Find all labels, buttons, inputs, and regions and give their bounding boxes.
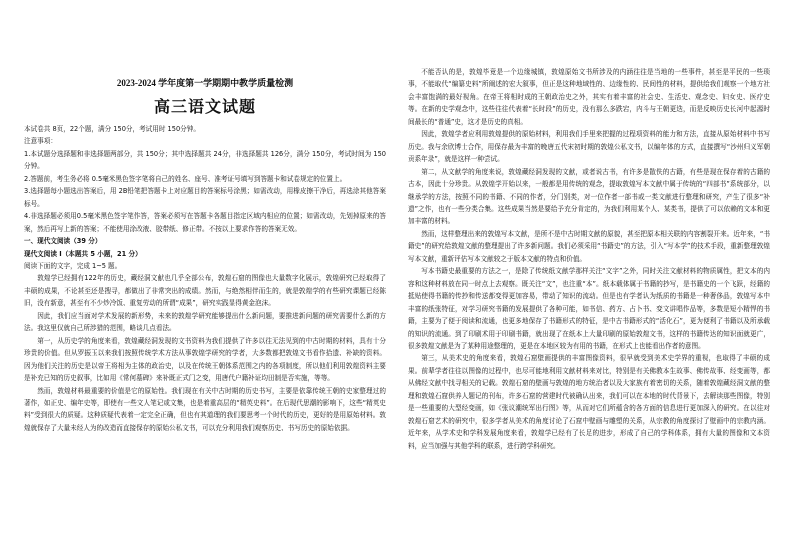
reading-paragraph: 第二，从文献学的角度来说，敦煌藏经洞发现的文献，或者说古书，有许多是散佚的古籍，有些是现在保存着的古籍的古本，因此十分珍贵。从敦煌学开始以来，一般都是用传统的观念，提取敦煌写本文献中属于传统的“四部书”系统部分，以继承学的方法，按照不同的书籍、不同的作者，分门别类，对一位作者一部书或一类文献进行整理和研究，产生了很多“补遗”之作，也有一些分类合集。这些成果当然是要给予充分肯定的，为我们利用某个人、某类书，提供了可以依赖的文本和更加丰富的材料。 — [408, 167, 770, 226]
reading-paragraph: 然而，敦煌材料最重要的价值是它的原始性。我们现在有关中古时期的历史书写，主要是依靠传统王朝的史家整理过的著作，如正史、编年史等，即使有一些文人笔记或文集，也是着重高层的“精英史料”。在后现代思潮的影响下，这些“精英史料”受到很大的质疑。这种质疑代表着一定完全正确，但也有其道理的我们要思考一个时代的历史，更好的是用原始材料。敦煌就保存了大量未经人为的改造而直接保存的原始公私文书，可以充分利用我们观察历史、书写历史的原始依据。 — [24, 386, 386, 432]
reading-paragraph: 不能否认的是，敦煌毕竟是一个边缘城镇，敦煌原始文书所涉及的内涵往往是当地的一些事件，甚至是平民的一些琐事，不能取代“编纂史料”所阐述的宏大叙事，但正是这种地域性的、边缘性的、民间性的材料，提供给我们观察一个地方社会丰富饱满的最好视角。在帝王将相时成的王朝政治史之外，其实有着丰富的社会史、生活史、观念史、妇女史、医疗史等。在新的史学观念中，这些往往代表着“长时段”的历史，没有那么多跌宕，内斗与王朝更迭，而是反映历史长河中起源时间最长的“普通”史，这才是历史的真相。 — [408, 68, 770, 126]
reading-paragraph: 然而，这样整理出来的敦煌写本文献，是所不是中古时期文献的原貌，甚至把原本相关联的内容割裂开来。近年来，“书籍史”的研究给敦煌文献的整理提出了许多新问题。我们必须采用“书籍史”的方法，引入“写本学”的技术手段，重新整理敦煌写本文献，重新评估写本文献较之于版本文献的特点和价值。 — [408, 229, 770, 263]
reading-instruction: 阅读下面的文字，完成 1~5 题。 — [24, 261, 122, 270]
reading-paragraph: 第三，从美术史的角度来看，敦煌石窟壁画提供的丰富图像资料，很早就受到美术史学界的重视，也取得了丰硕的成果。前辈学者往往以图像的过程中，也尽可能地利用文献材料来对比，特别是有关佛教本生故事、佛传故事、经变画等，都从佛经文献中找寻相关的记载。敦煌石窟的壁画与敦煌的地方统治者以及大家族有着密切的关系，随着敦煌藏经洞文献的整理和敦煌石窟供养人题记的刊布，许多石窟的营建时代被确认出来，我们可以在本地的时代背景下，去解读那些图像，特别是一些重要的大型经变画，如《张议潮统军出行图》等，从而对它们所蕴含的各方面的信息进行更加深入的研究。在以往对敦煌石窟艺术的研究中，很多学者从美术的角度讨论了石窟中壁画与雕塑的关系，从宗教的角度探讨了壁画中的宗教内涵。近年来，从学术史和学科发展角度来看，敦煌学已经有了长足的进步，形成了自己的学科体系，拥有大量的图像和文本资料，应当加强与其他学科的联系，进行跨学科研究。 — [408, 354, 770, 450]
note-item: 3.选择题每小题选出答案后，用 2B铅笔把答题卡上对应题目的答案标号涂黑；如需改动，用橡皮擦干净后，再选涂其他答案标号。 — [24, 187, 386, 208]
exam-intro: 本试卷共 8页，22个题，满分 150分，考试用时 150分钟。 — [24, 125, 200, 133]
left-column — [24, 0, 386, 434]
reading-paragraph: 因此，敦煌学者应利用敦煌提供的原始材料，利用我们手里来把握的过程项资料的能力和方法，直接从原始材料中书写历史。我与余欣博士合作，用保存最为丰富的晚唐五代宋初时期的敦煌公私文书，以编年体的方式，直接撰写“沙州归义军朝贡系年录”，就是这样一种尝试。 — [408, 130, 770, 164]
exam-header: 2023-2024 学年度第一学期期中教学质量检测 — [116, 78, 294, 88]
reading-paragraph: 因此，我们应当面对学术发展的新形势，未来的敦煌学研究能够提出什么新问题，要推进新问题的研究需要什么新的方法。我这里仅就自己所涉猎的范围，略谈几点看法。 — [24, 311, 386, 333]
section-heading: 一、现代文阅读（39 分） — [24, 237, 102, 246]
reading-paragraph: 第一，从历史学的角度来看，敦煌藏经洞发现的文书资料为我们提供了许多以往无法见到的中古时期的材料，具有十分珍贵的价值。但从罗振玉以来我们按照传统学术方法从事敦煌学研究的学者，大多数都把敦煌文书看作拾遗、补缺的资料。因为他们关注的历史是以帝王将相为主体的政治史，以及在传统王朝体系范围之内的各项制度，所以他们利用敦煌资料主要是补充已知的历史叙事，比如用《常何墓碑》来补既正式门之变，用唐代户籍补证均田制是否实施，等等。 — [24, 336, 386, 383]
reading-paragraph: 写本书籍史最重要的方法之一，是除了传统纸文献学那样关注“文字”之外，同时关注文献材料的物质属性，把文本的内容和这种材料放在同一时点上去观察。既关注“文”，也注重“本”。纸本载体属于书籍的抄写，是书籍史的一个飞跃，经籍的抵贴使得书籍的传抄和传送都变得更加容易，带动了知识的流动。但是也有学者认为纸质的书籍是一种奢侈品，敦煌写本中丰富的纸张特征，对学习研究书籍的发展提供了各种可能，如书信、药方、占卜书、变文讲唱作品等，多数是短小精悍的书籍，主要为了便于阅读和流通，也更多地保存了书籍形式的特征，是中古书籍形式的“活化石”，更为便利了书籍以及所承载的知识的流通。到了印刷术用于印刷书籍，就出现了在纸本上大量印刷的原始敦煌文书，这样的书籍传达的知识面就更广，很多敦煌文献是为了某种用途整理的，更是在本地区较为有用的书籍，在形式上也能看出作者的意图。 — [408, 267, 770, 350]
right-column — [408, 66, 770, 452]
note-item: 1.本试题分选择题和非选择题两部分，共 150分；其中选择题共 24分，非选择题共 126分，满分 150分，考试时间为 150分钟。 — [24, 149, 386, 171]
note-item: 2.答题前，考生务必将 0.5毫米黑色签字笔将自己的姓名、座号、准考证号填写到答题卡和试卷规定的位置上。 — [24, 174, 347, 183]
page-title: 高三语文试题 — [153, 97, 256, 116]
notes-heading: 注意事项： — [24, 137, 57, 146]
reading-paragraph: 敦煌学已经拥有122年的历史，藏经洞文献也几乎全部公布，敦煌石窟的图像也大量数字化展示，敦煌研究已经取得了丰硕的成果，不论甚至还是搜寻，都做出了非常突出的成绩。然而，与绝然相伴而生的，就是敦煌学的有些研究课题已经陈旧，没有新意，甚至有不少炒冷饭、重复劳动的所谓“成果”，研究实践显得黄金泡沫。 — [24, 274, 386, 308]
subsection-heading: 现代文阅读 I（本题共 5 小题，21 分） — [24, 249, 142, 258]
note-item: 4.非选择题必须用0.5毫米黑色签字笔作答，答案必须写在答题卡各题目指定区域内相应的位置；如需改动，先划掉原来的答案，然后再写上新的答案；不能使用涂改液、胶带纸、修正带。不按以上要求作答的答案无效。 — [24, 212, 386, 233]
